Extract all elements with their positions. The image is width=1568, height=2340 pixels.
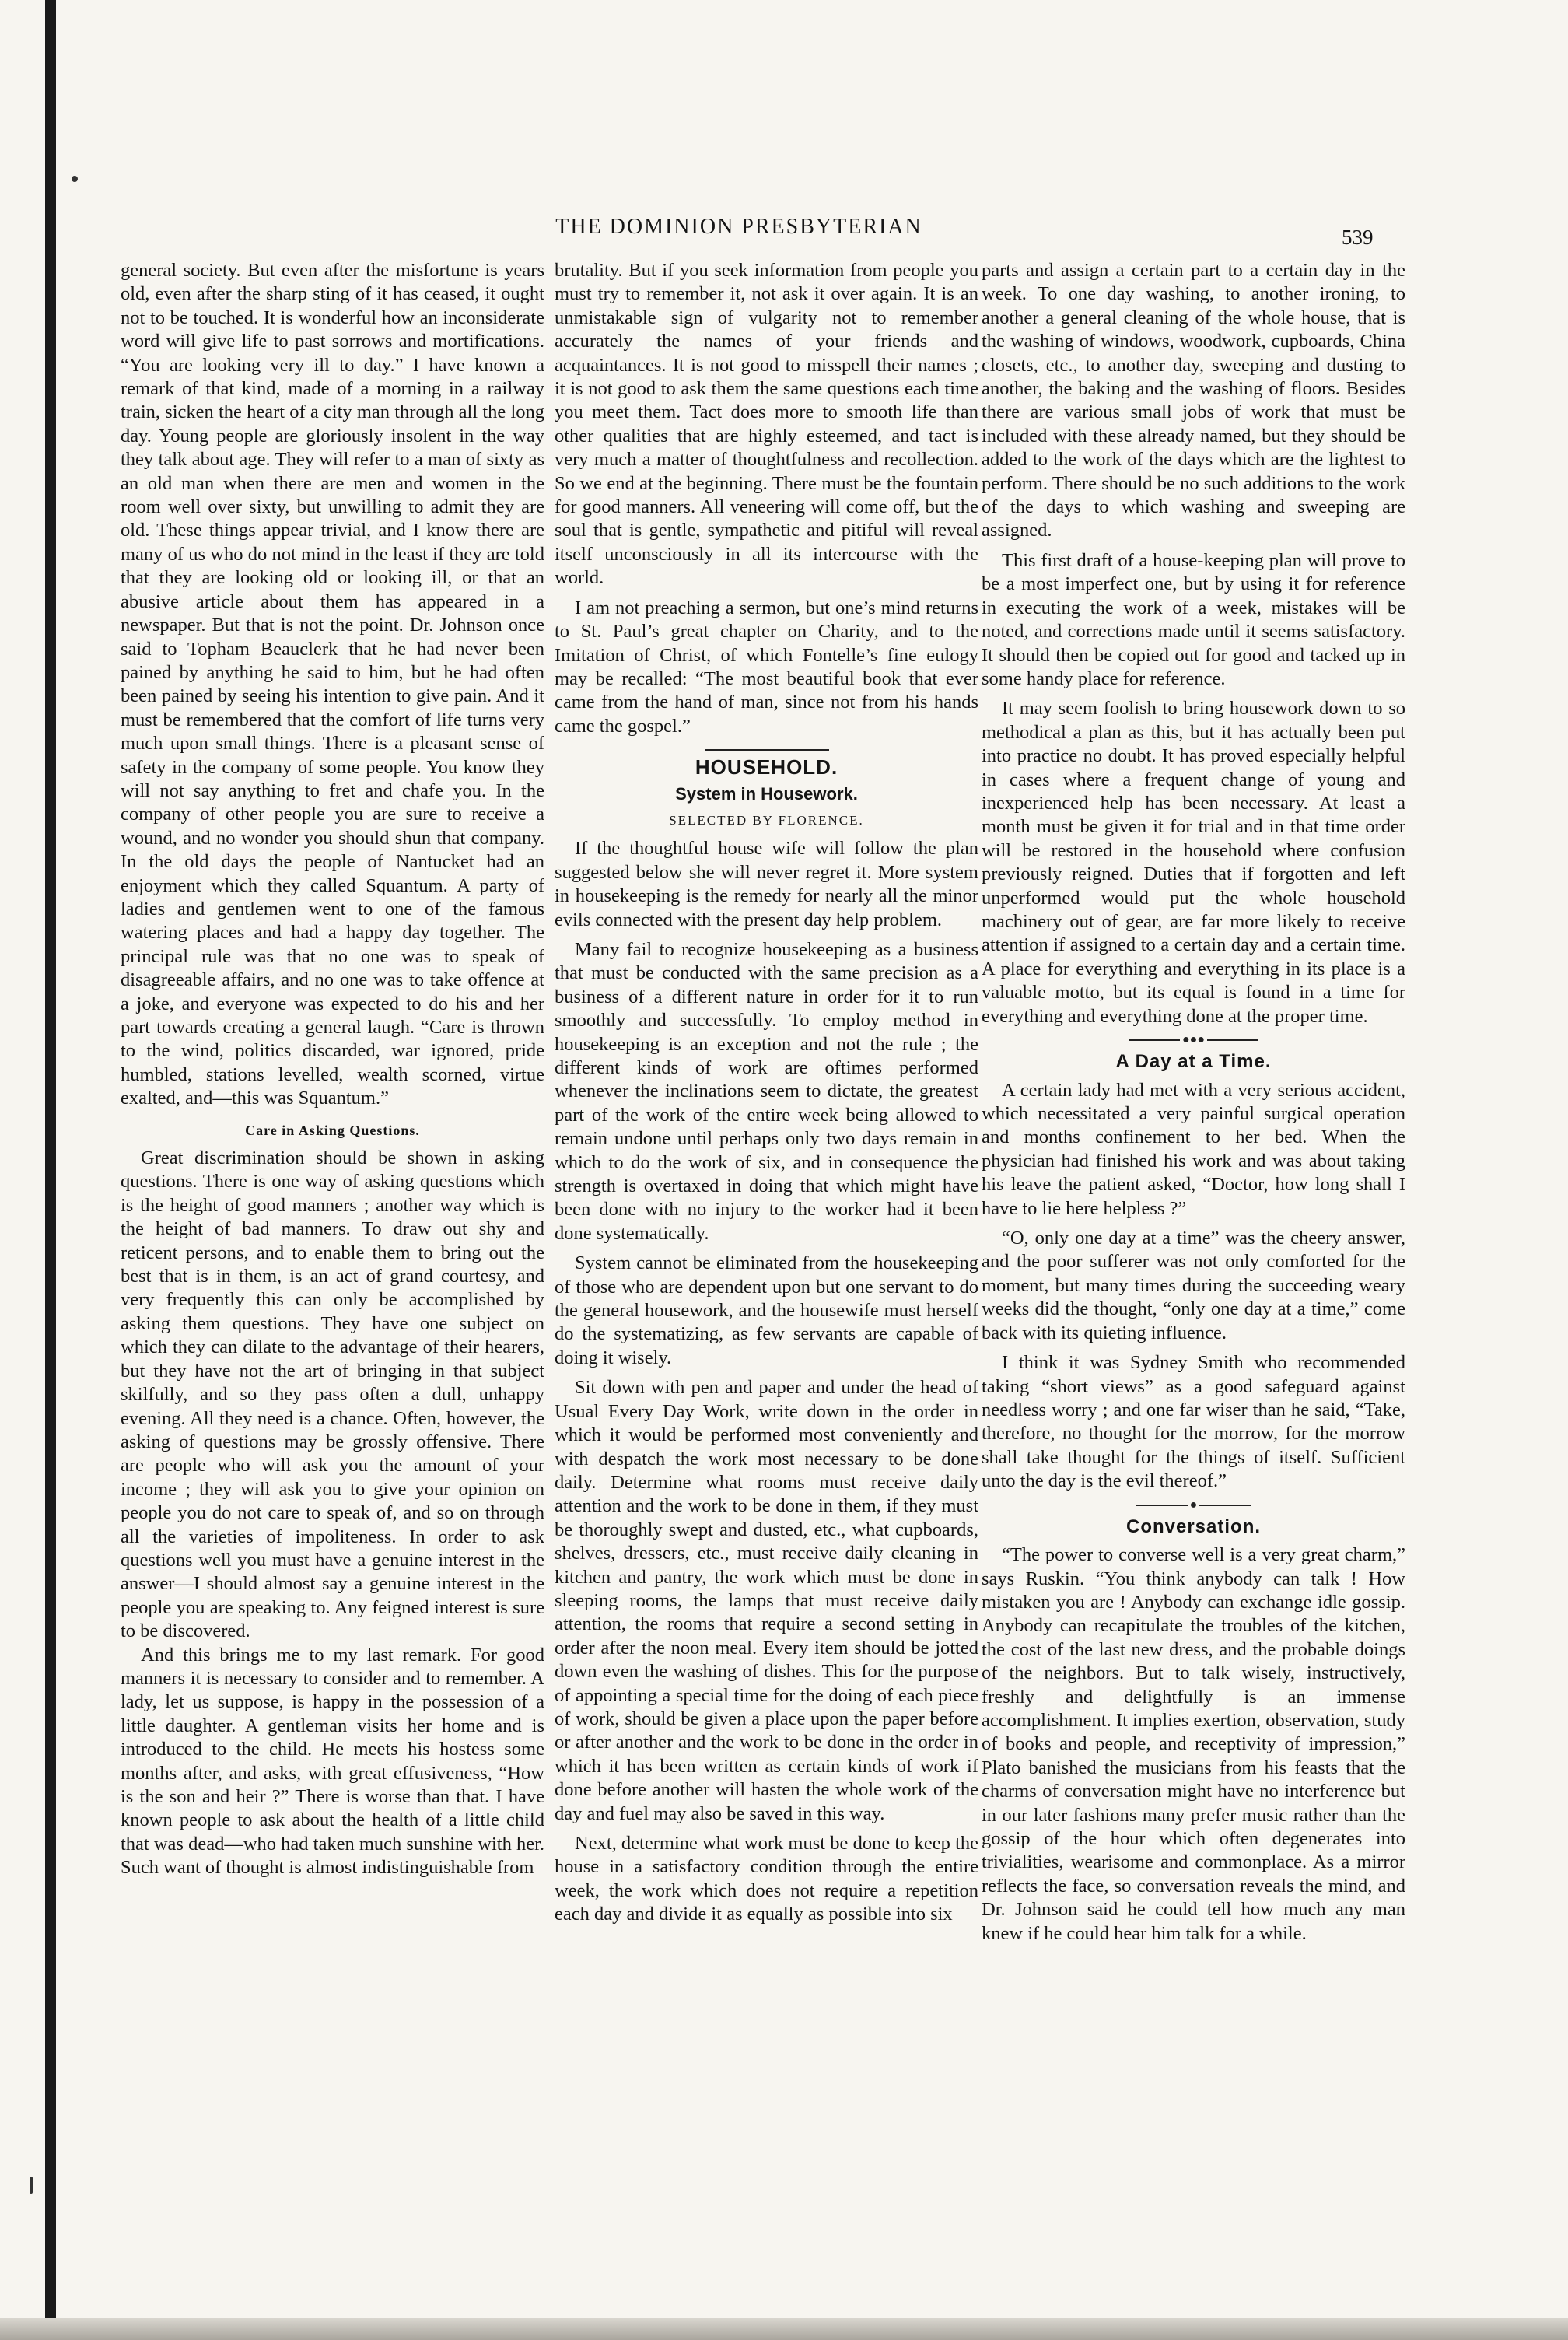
paragraph: Many fail to recognize housekeeping as a business that must be conducted with the same precision as a business of a different nature in order for it to run smoothly and successfully. To employ method in housekeeping is an exception and not the rule ; the different kinds of work are oftimes performed whenever the inclinations seem to dictate, the greatest part of the work of the entire week being allowed to remain undone until perhaps only two days remain in which to do the work of six, and in consequence the strength is overtaxed in doing that which might have been done with no injury to the worker had it been done systematically. (555, 938, 978, 1244)
paragraph: parts and assign a certain part to a certain day in the week. To one day washing, to another ironing, to another a general cleaning of the whole house, that is the washing of windows, woodwork, cupboards, China closets, etc., to another day, sweeping and dusting to another, the baking and the washing of floors. Besides there are various small jobs of work that must be included with these already named, but they should be added to the work of the days which are the lightest to perform. There should be no such additions to the work of the days to which washing and sweeping are assigned. (982, 260, 1405, 541)
paragraph: This first draft of a house-keeping plan will prove to be a most imperfect one, but by using it for reference in executing the work of a week, mistakes will be noted, and corrections made until it seems satisfactory. It should then be copied out for good and tacked up in some handy place for reference. (982, 549, 1405, 689)
paragraph: And this brings me to my last remark. For good manners it is necessary to consider and to remember. A lady, let us suppose, is happy in the possession of a little daughter. A gentleman visits her home and is introduced to the child. He meets his hostess some months after, and asks, with great effusiveness, “How is the son and heir ?” There is worse than that. I have known people to ask about the health of a little child that was dead—who had taken much sunshine with her. Such want of thought is almost indistinguishable from (121, 1644, 544, 1879)
subheading-care-in-asking-questions: Care in Asking Questions. (245, 1122, 420, 1138)
column-1 (121, 259, 544, 2216)
section-title-a-day-at-a-time: A Day at a Time. (1115, 1051, 1272, 1073)
column-3 (982, 259, 1405, 2216)
paragraph: If the thoughtful house wife will follow the plan suggested below she will never regret it. More system in housekeeping is the remedy for nearly all the minor evils connected with the present day help problem. (555, 838, 978, 930)
column-2 (555, 259, 978, 2216)
paragraph: I am not preaching a sermon, but one’s mind returns to St. Paul’s great chapter on Charity, and to the Imitation of Christ, of which Fontelle’s fine eulogy may be recalled: “The most beautiful book that ever came from the hand of man, since not from his hands came the gospel.” (555, 597, 978, 737)
section-divider-ornament: ●●● (982, 1033, 1405, 1047)
section-rule (705, 749, 829, 751)
section-title-household: HOUSEHOLD. (695, 755, 838, 779)
page-binding-edge (45, 0, 56, 2340)
byline: SELECTED BY FLORENCE. (669, 812, 864, 828)
print-speck (30, 2177, 33, 2194)
section-subtitle-system-in-housework: System in Housework. (675, 783, 858, 804)
paragraph: Sit down with pen and paper and under the head of Usual Every Day Work, write down in the order in which it would be performed most conveniently and with despatch the work most necessary to be done daily. Determine what rooms must receive daily attention and the work to be done in them, if they must be thoroughly swept and dusted, etc., what cupboards, shelves, dressers, etc., must receive daily cleaning in kitchen and pantry, the work which must be done in sleeping rooms, the lamps that must receive daily attention, the rooms that require a second setting in order after the noon meal. Every item should be jotted down even the washing of dishes. This for the purpose of appointing a special time for the doing of each piece of work, should be given a place upon the paper before or after another and the work to be done in the order in which it has been written as certain kinds of work if done before another will hasten the whole work of the day and fuel may also be saved in this way. (555, 1377, 978, 1824)
paragraph: “The power to converse well is a very great charm,” says Ruskin. “You think anybody can talk ! How mistaken you are ! Anybody can exchange idle gossip. Anybody can recapitulate the troubles of the kitchen, the cost of the last new dress, and the probable doings of the neighbors. But to talk wisely, instructively, freshly and delightfully is an immense accomplishment. It implies exertion, observation, study of books and people, and receptivity of impression,” Plato banished the musicians from his feasts that the charms of conversation might have no interference but in our later fashions many prefer music rather than the gossip of the hour which often degenerates into trivialities, wearisome and commonplace. As a mirror reflects the face, so conversation reveals the mind, and Dr. Johnson said he could tell how much any man knew if he could hear him talk for a while. (982, 1544, 1405, 1944)
paragraph: Great discrimination should be shown in asking questions. There is one way of asking questions which is the height of good manners ; another way which is the height of bad manners. To draw out shy and reticent persons, and to enable them to bring out the best that is in them, is an act of grand courtesy, and very frequently this can only be accomplished by asking them questions. They have one subject on which they can dilate to the advantage of their hearers, but they have not the art of bringing in that subject skilfully, and so they pass often a dull, unhappy evening. All they need is a chance. Often, however, the asking of questions may be grossly offensive. There are people who will ask you the amount of your income ; they will ask you to give your opinion on people you do not care to speak of, and so on through all the varieties of impoliteness. In order to ask questions well you must have a genuine interest in the answer—I should almost say a genuine interest in the people you are speaking to. Any feigned interest is sure to be discovered. (121, 1147, 544, 1642)
paragraph: brutality. But if you seek information from people you must try to remember it, not ask it over again. It is an unmistakable sign of vulgarity not to remember accurately the names of your friends and acquaintances. It is not good to misspell their names ; it is not good to ask them the same questions each time you meet them. Tact does more to smooth life than other qualities that are highly esteemed, and tact is very much a matter of thoughtfulness and recollection. So we end at the beginning. There must be the fountain for good manners. All veneering will come off, but the soul that is gentle, sympathetic and pitiful will reveal itself unconsciously in all its intercourse with the world. (555, 260, 978, 589)
paragraph: System cannot be eliminated from the housekeeping of those who are dependent upon but one servant to do the general housework, and the housewife must herself do the systematizing, as few servants are capable of doing it wisely. (555, 1252, 978, 1368)
page-number: 539 (1342, 226, 1374, 249)
paragraph: A certain lady had met with a very serious accident, which necessitated a very painful surgical operation and months confinement to her bed. When the physician had finished his work and was about taking his leave the patient asked, “Doctor, how long shall I have to lie here helpless ?” (982, 1079, 1405, 1219)
paragraph: general society. But even after the misfortune is years old, even after the sharp sting of it has ceased, it ought not to be touched. It is wonderful how an inconsiderate word will give life to past sorrows and mortifications. “You are looking very ill to day.” I have known a remark of that kind, made of a morning in a railway train, sicken the heart of a city man through all the long day. Young people are gloriously insolent in the way they talk about age. They will refer to a man of sixty as an old man when there are men and women in the room well over sixty, but unwilling to admit they are old. These things appear trivial, and I know there are many of us who do not mind in the least if they are told that they are looking old or looking ill, or that an abusive article about them has appeared in a newspaper. But that is not the point. Dr. Johnson once said to Topham Beauclerk that he had never been pained by anything he said to him, but he had often been pained by seeing his intention to give pain. And it must be remembered that the comfort of life turns very much upon small things. There is a pleasant sense of safety in the company of some people. You know they will not say anything to fret and chafe you. In the company of other people you are sure to receive a wound, and no wonder you should shun that company. In the old days the people of Nantucket had an enjoyment which they called Squantum. A party of ladies and gentlemen went to one of the famous watering places and had a happy day together. The principal rule was that no one was to speak of disagreeable affairs, and no one was to take offence at a joke, and everyone was expected to do his and her part towards creating a general laugh. “Care is thrown to the wind, politics discarded, war ignored, pride humbled, stations levelled, wealth scorned, virtue exalted, and—this was Squantum.” (121, 260, 544, 1109)
running-header: THE DOMINION PRESBYTERIAN (555, 215, 922, 239)
page-bottom-edge (0, 2318, 1568, 2340)
paragraph: “O, only one day at a time” was the cheery answer, and the poor sufferer was not only comforted for the moment, but many times during the succeeding weary weeks did the thought, “only one day at a time,” come back with its quieting influence. (982, 1228, 1405, 1343)
paragraph: It may seem foolish to bring housework down to so methodical a plan as this, but it has actually been put into practice no doubt. It has proved especially helpful in cases where a frequent change of young and inexperienced help has been necessary. At least a month must be given it for trial and in that time order will be restored in the household where confusion previously reigned. Duties that if forgotten and left unperformed would put the whole household machinery out of gear, are far more likely to receive attention if assigned to a certain day and a certain time. A place for everything and everything in its place is a valuable motto, but its equal is found in a time for everything and everything done at the proper time. (982, 698, 1405, 1027)
print-speck (72, 176, 78, 182)
section-title-conversation: Conversation. (1125, 1515, 1262, 1537)
paragraph: Next, determine what work must be done to keep the house in a satisfactory condition through the entire week, the work which does not require a repetition each day and divide it as equally as possible into six (555, 1833, 978, 1925)
paragraph: I think it was Sydney Smith who recommended taking “short views” as a good safeguard against needless worry ; and one far wiser than he said, “Take, therefore, no thought for the morrow, for the morrow shall take thought for the things of itself. Sufficient unto the day is the evil thereof.” (982, 1352, 1405, 1492)
section-divider-ornament: ● (982, 1498, 1405, 1512)
